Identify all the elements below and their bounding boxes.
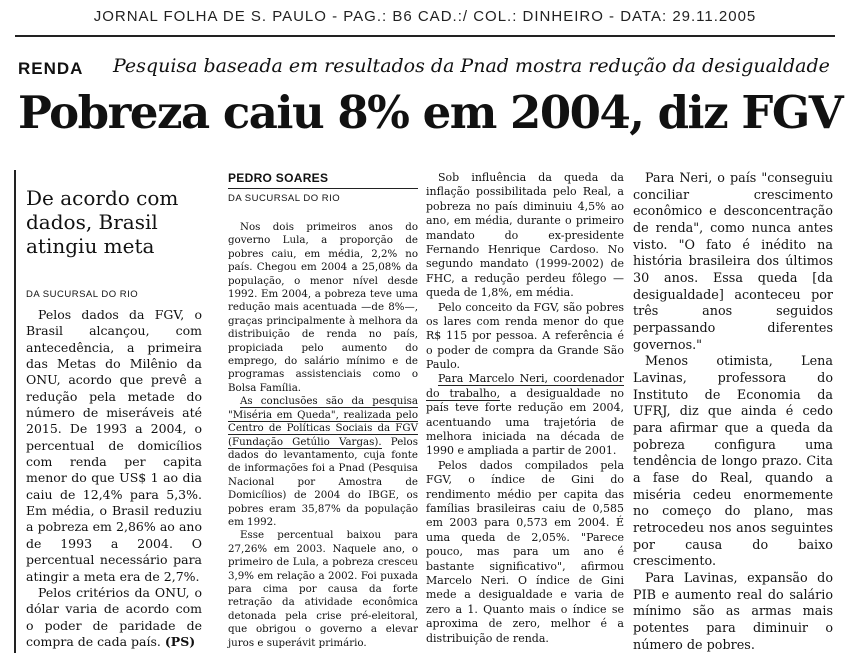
sidebar-title: De acordo com dados, Brasil atingiu meta xyxy=(26,186,179,258)
sidebar-body xyxy=(26,307,202,650)
article-paragraph: Para Neri, o país "conseguiu conciliar crescimento econômico e desconcentração de renda", como nunca antes visto. "O fato é inédito na história brasileira dos últimos 30 anos. Essa queda [da desigualdade] aconteceu por três anos seguidos perpassando diferentes governos." xyxy=(633,171,833,353)
header-rule xyxy=(15,35,835,37)
article-paragraph xyxy=(426,372,624,458)
article-column-3 xyxy=(633,171,833,654)
sidebar-sign: (PS) xyxy=(164,633,196,649)
sidebar-paragraph: Pelos dados da FGV, o Brasil alcançou, com antecedência, a primeira das Metas do Milênio da ONU, acordo que prevê a redução pela metade do número de miseráveis até 2015. De 1993 a 2004, o percentual de domicílios com renda per capita menor do que US$ 1 ao dia caiu de 12,4% para 5,3%. Em média, o Brasil reduziu a pobreza em 2,86% ao ano de 1993 a 2004. O percentual necessário para atingir a meta era de 2,7%. xyxy=(26,307,202,584)
article-paragraph-text: a desigualdade no país teve forte redução em 2004, acentuando uma trajetória de melhora iniciada na década de 1990 e ampliada a partir de 2001. xyxy=(426,386,625,458)
section-label: RENDA xyxy=(18,59,84,78)
article-paragraph-text: Pelos dados do levantamento, cuja fonte de informações foi a Pnad (Pesquisa Nacional por Amostra de Domicílios) de 2004 do IBGE, os pobres eram 35,87% da população em 1992. xyxy=(228,435,418,528)
author-rule xyxy=(228,188,418,189)
highlight-quote: Para Marcelo Neri, coordenador do trabalho, xyxy=(426,372,624,400)
article-column-2 xyxy=(426,171,624,646)
article-paragraph: Pelos dados compilados pela FGV, o índice de Gini do rendimento médio per capita das famílias brasileiras caiu de 0,585 em 2003 para 0,573 em 2004. É uma queda de 2,05%. "Parece pouco, mas para um ano é bastante significativo", afirmou Marcelo Neri. O índice de Gini mede a desigualdade e varia de zero a 1. Quanto mais o índice se aproxima de zero, melhor é a distribuição de renda. xyxy=(426,458,624,645)
article-paragraph: Nos dois primeiros anos do governo Lula, a proporção de pobres caiu, em média, 2,2% no país. Chegou em 2004 a 25,08% da população, o menor nível desde 1992. Em 2004, a pobreza teve uma redução mais acentuada —de 8%—, graças principalmente à melhora da distribuição de renda no país, propiciada pelo aumento do emprego, do salário mínimo e de programas assistenciais como o Bolsa Família. xyxy=(228,221,418,394)
sidebar-paragraph xyxy=(26,585,202,650)
article-paragraph: Menos otimista, Lena Lavinas, professora do Instituto de Economia da UFRJ, diz que ainda é cedo para afirmar que a queda da pobreza configura uma tendência de longo prazo. Cita a fase do Real, quando a miséria cedeu enormemente no começo do plano, mas retrocedeu nos anos seguintes por causa do baixo crescimento. xyxy=(633,354,833,570)
highlight-quote: As conclusões são da pesquisa "Miséria em Queda", realizada pelo Centro de Políticas Sociais da FGV (Fundação Getúlio Vargas). xyxy=(228,395,418,448)
sidebar-byline: DA SUCURSAL DO RIO xyxy=(26,289,139,300)
kicker: Pesquisa baseada em resultados da Pnad mostra redução da desigualdade xyxy=(113,55,830,77)
headline: Pobreza caiu 8% em 2004, diz FGV xyxy=(18,86,843,139)
article-paragraph: Para Lavinas, expansão do PIB e aumento real do salário mínimo são as armas mais potentes para diminuir o número de pobres. xyxy=(633,571,833,653)
article-column-1 xyxy=(228,221,418,650)
article-paragraph: Pelo conceito da FGV, são pobres os lares com renda menor do que R$ 115 por pessoa. A referência é o poder de compra da Grande São Paulo. xyxy=(426,300,624,372)
author-name: PEDRO SOARES xyxy=(228,171,329,185)
article-paragraph: Esse percentual baixou para 27,26% em 2003. Naquele ano, o primeiro de Lula, a pobreza cresceu 3,9% em relação a 2002. Foi puxada para cima por causa da forte retração da atividade econômica detonada pela crise pré-eleitoral, que obrigou o governo a elevar juros e superávit primário. xyxy=(228,529,418,649)
article-byline: DA SUCURSAL DO RIO xyxy=(228,193,341,204)
clipping-header: JORNAL FOLHA DE S. PAULO - PAG.: B6 CAD.:/ COL.: DINHEIRO - DATA: 29.11.2005 xyxy=(93,8,757,25)
article-paragraph xyxy=(228,395,418,529)
sidebar-paragraph-text: Pelos critérios da ONU, o dólar varia de acordo com o poder de paridade de compra de cada país. xyxy=(26,584,202,649)
article-paragraph: Sob influência da queda da inflação possibilitada pelo Real, a pobreza no país diminuiu 4,5% ao ano, em média, durante o primeiro mandato do ex-presidente Fernando Henrique Cardoso. No segundo mandato (1999-2002) de FHC, a redução perdeu fôlego — queda de 1,8%, em média. xyxy=(426,171,624,300)
